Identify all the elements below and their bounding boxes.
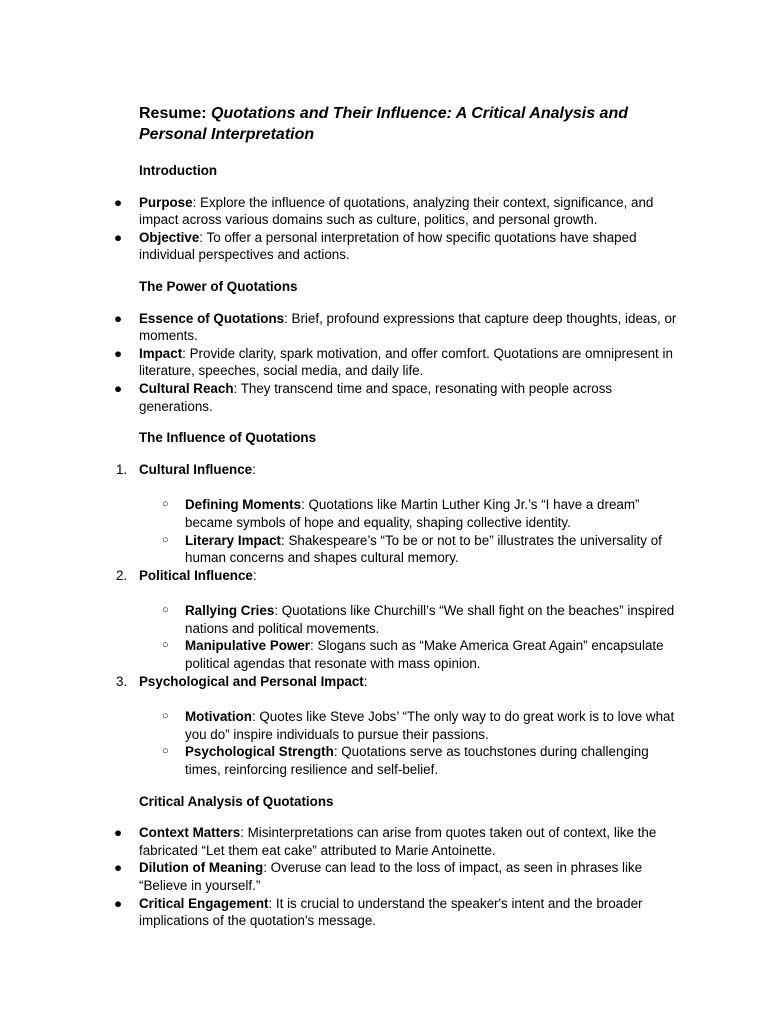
item-term: Dilution of Meaning <box>139 860 264 876</box>
sub-list-item <box>162 708 684 743</box>
sub-list-item <box>162 602 684 637</box>
item-text: : <box>252 567 257 583</box>
number-marker: 2. <box>116 567 128 583</box>
item-text: : <box>252 461 256 477</box>
item-text: : Quotations like Martin Luther King Jr.’s “I have a dream” became symbols of hope and equality, shaping collective identity. <box>185 497 640 530</box>
number-marker: 3. <box>116 673 128 689</box>
sub-list-item <box>162 743 684 778</box>
numbered-item <box>116 567 684 673</box>
item-text: : Quotations like Churchill’s “We shall fight on the beaches” inspired nations and political movements. <box>185 603 675 636</box>
item-term: Purpose <box>139 194 193 210</box>
item-term: Psychological and Personal Impact <box>139 673 364 689</box>
sub-bullet-marker: ○ <box>162 604 169 617</box>
power-list <box>114 310 684 416</box>
item-text: : Misinterpretations can arise from quotes taken out of context, like the fabricated “Let them eat cake” attributed to Marie Antoinette. <box>139 825 657 858</box>
item-term: Manipulative Power <box>185 638 311 654</box>
list-item <box>114 229 684 264</box>
numbered-item <box>116 461 684 567</box>
bullet-marker: ● <box>114 860 123 876</box>
item-term: Rallying Cries <box>185 603 275 619</box>
list-item <box>114 380 684 415</box>
item-text: : It is crucial to understand the speaker's intent and the broader implications of the quotation's message. <box>139 895 643 929</box>
document-title <box>139 103 684 145</box>
bullet-marker: ● <box>114 345 123 361</box>
item-term: Political Influence <box>139 567 253 583</box>
list-item <box>114 194 684 229</box>
sub-bullet-marker: ○ <box>162 498 169 511</box>
item-term: Cultural Influence <box>139 461 253 477</box>
item-term: Psychological Strength <box>185 744 334 760</box>
sub-bullet-marker: ○ <box>162 533 169 546</box>
heading-introduction: Introduction <box>139 163 218 178</box>
title-italic: Quotations and Their Influence: A Critical Analysis and Personal Interpretation <box>139 105 628 143</box>
heading-critical-analysis: Critical Analysis of Quotations <box>139 793 334 809</box>
item-term: Objective <box>139 229 200 245</box>
heading-influence-of-quotations: The Influence of Quotations <box>139 430 317 446</box>
sub-list-item <box>162 532 684 567</box>
item-term: Impact <box>139 345 183 361</box>
item-text: : Overuse can lead to the loss of impact, as seen in phrases like “Believe in yourself.” <box>139 860 643 893</box>
influence-list <box>116 461 684 779</box>
sub-list-item <box>162 496 684 531</box>
heading-power-of-quotations: The Power of Quotations <box>139 278 298 294</box>
item-term: Motivation <box>185 709 252 725</box>
item-text: : Quotations serve as touchstones during challenging times, reinforcing resilience and self-belief. <box>185 744 649 778</box>
sub-list <box>139 708 684 778</box>
item-term: Essence of Quotations <box>139 310 285 326</box>
bullet-marker: ● <box>114 825 123 841</box>
item-text: : Explore the influence of quotations, analyzing their context, significance, and impact across various domains such as culture, politics, and personal growth. <box>139 194 654 228</box>
list-item <box>114 859 684 894</box>
sub-bullet-marker: ○ <box>162 745 169 758</box>
list-item <box>114 310 684 345</box>
item-term: Context Matters <box>139 825 241 841</box>
sub-list <box>139 496 684 566</box>
item-text: : Shakespeare’s “To be or not to be” illustrates the universality of human concerns and shapes cultural memory. <box>185 532 662 566</box>
sub-list-item <box>162 637 684 672</box>
bullet-marker: ● <box>114 895 123 911</box>
numbered-item <box>116 673 684 779</box>
list-item <box>114 895 684 930</box>
item-text: : Slogans such as “Make America Great Again” encapsulate political agendas that resonate with mass opinion. <box>185 638 664 672</box>
item-text: : Brief, profound expressions that capture deep thoughts, ideas, or moments. <box>139 310 677 344</box>
item-text: : <box>363 673 368 689</box>
bullet-marker: ● <box>114 310 123 326</box>
list-item <box>114 345 684 380</box>
critical-list <box>114 824 684 930</box>
item-text: : Provide clarity, spark motivation, and offer comfort. Quotations are omnipresent in literature, speeches, social media, and daily life. <box>139 345 673 379</box>
number-marker: 1. <box>116 461 128 477</box>
bullet-marker: ● <box>114 194 123 210</box>
bullet-marker: ● <box>114 229 123 245</box>
intro-list <box>114 194 684 264</box>
sub-list <box>139 602 684 672</box>
item-term: Defining Moments <box>185 497 302 513</box>
sub-bullet-marker: ○ <box>162 710 169 723</box>
item-text: : Quotes like Steve Jobs’ “The only way to do great work is to love what you do” inspire individuals to pursue their passions. <box>185 709 675 742</box>
item-term: Critical Engagement <box>139 895 269 911</box>
sub-bullet-marker: ○ <box>162 639 169 652</box>
document-content <box>114 103 684 930</box>
item-text: : They transcend time and space, resonating with people across generations. <box>139 380 613 414</box>
bullet-marker: ● <box>114 380 123 396</box>
item-text: : To offer a personal interpretation of how specific quotations have shaped individual perspectives and actions. <box>139 229 637 263</box>
title-prefix: Resume: <box>139 105 212 122</box>
list-item <box>114 824 684 859</box>
item-term: Cultural Reach <box>139 380 234 396</box>
item-term: Literary Impact <box>185 532 282 548</box>
